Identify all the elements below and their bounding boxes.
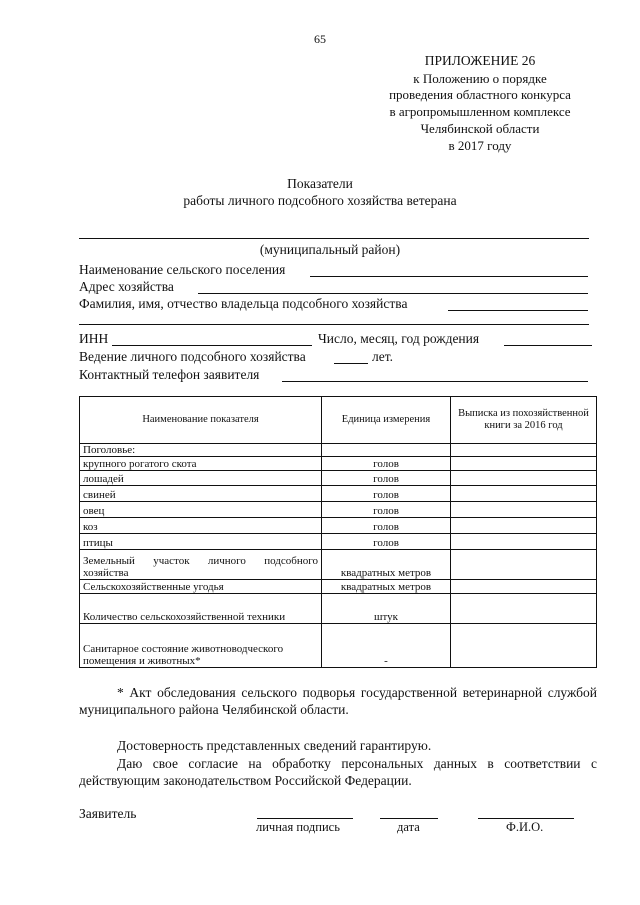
row-name: Сельскохозяйственные угодья	[80, 580, 322, 594]
address-label: Адрес хозяйства	[79, 279, 174, 294]
birth-field[interactable]	[504, 345, 592, 346]
row-value[interactable]	[451, 444, 597, 457]
row-unit: квадратных метров	[322, 550, 451, 580]
header-extract: Выписка из похозяйственной книги за 2016 год	[451, 397, 597, 444]
date-caption: дата	[397, 820, 420, 834]
district-field[interactable]	[79, 238, 589, 239]
row-unit: голов	[322, 457, 451, 471]
row-unit	[322, 444, 451, 457]
name-field[interactable]	[478, 818, 574, 819]
footnote: * Акт обследования сельского подворья государственной ветеринарной службой муниципального района Челябинской области.	[79, 685, 597, 717]
inn-label: ИНН	[79, 331, 109, 346]
appendix-line: в агропромышленном комплексе	[389, 104, 571, 119]
appendix-line: Челябинской области	[420, 121, 540, 136]
row-value[interactable]	[451, 471, 597, 486]
appendix-title: ПРИЛОЖЕНИЕ 26	[424, 53, 536, 68]
row-unit: голов	[322, 471, 451, 486]
row-name: Количество сельскохозяйственной техники	[80, 594, 322, 624]
row-unit: -	[322, 624, 451, 668]
guarantee-text: Достоверность представленных сведений гарантирую.	[117, 738, 432, 753]
row-name: птицы	[80, 534, 322, 550]
row-name: свиней	[80, 486, 322, 502]
row-value[interactable]	[451, 457, 597, 471]
applicant-label: Заявитель	[79, 806, 137, 821]
header-indicator: Наименование показателя	[80, 397, 322, 444]
address-field[interactable]	[198, 293, 588, 294]
row-value[interactable]	[451, 580, 597, 594]
settlement-label: Наименование сельского поселения	[79, 262, 286, 277]
date-field[interactable]	[380, 818, 438, 819]
row-value[interactable]	[451, 624, 597, 668]
consent-text: Даю свое согласие на обработку персональных данных в соответствии с действующим законодательством Российской Федерации.	[79, 756, 597, 788]
district-caption: (муниципальный район)	[259, 242, 401, 257]
row-value[interactable]	[451, 518, 597, 534]
years-field[interactable]	[334, 363, 368, 364]
row-value[interactable]	[451, 502, 597, 518]
row-unit: голов	[322, 486, 451, 502]
inn-field[interactable]	[112, 345, 312, 346]
row-unit: голов	[322, 534, 451, 550]
row-value[interactable]	[451, 486, 597, 502]
row-unit: голов	[322, 518, 451, 534]
row-name: овец	[80, 502, 322, 518]
phone-field[interactable]	[282, 381, 588, 382]
years-suffix: лет.	[372, 349, 393, 364]
owner-field[interactable]	[448, 310, 588, 311]
appendix-line: в 2017 году	[448, 138, 512, 153]
row-name: Земельный участок личного подсобного хозяйства	[80, 550, 322, 580]
row-name: Санитарное состояние животноводческого помещения и животных*	[80, 624, 322, 668]
row-name: крупного рогатого скота	[80, 457, 322, 471]
name-caption: Ф.И.О.	[506, 820, 544, 834]
page-number: 65	[314, 32, 326, 46]
row-name: лошадей	[80, 471, 322, 486]
row-name: Поголовье:	[80, 444, 322, 457]
years-label: Ведение личного подсобного хозяйства	[79, 349, 306, 364]
owner-field-extra[interactable]	[79, 324, 589, 325]
row-unit: голов	[322, 502, 451, 518]
header-unit: Единица измерения	[322, 397, 451, 444]
settlement-field[interactable]	[310, 276, 588, 277]
row-value[interactable]	[451, 534, 597, 550]
indicators-table	[79, 396, 597, 668]
signature-caption: личная подпись	[256, 820, 340, 834]
row-value[interactable]	[451, 550, 597, 580]
row-name: коз	[80, 518, 322, 534]
heading-subtitle: работы личного подсобного хозяйства ветерана	[183, 193, 457, 208]
owner-label: Фамилия, имя, отчество владельца подсобного хозяйства	[79, 296, 408, 311]
signature-field[interactable]	[257, 818, 353, 819]
row-unit: штук	[322, 594, 451, 624]
appendix-line: к Положению о порядке	[413, 71, 547, 86]
row-value[interactable]	[451, 594, 597, 624]
heading-title: Показатели	[287, 176, 353, 191]
phone-label: Контактный телефон заявителя	[79, 367, 260, 382]
row-unit: квадратных метров	[322, 580, 451, 594]
appendix-line: проведения областного конкурса	[389, 87, 571, 102]
birth-label: Число, месяц, год рождения	[318, 331, 480, 346]
